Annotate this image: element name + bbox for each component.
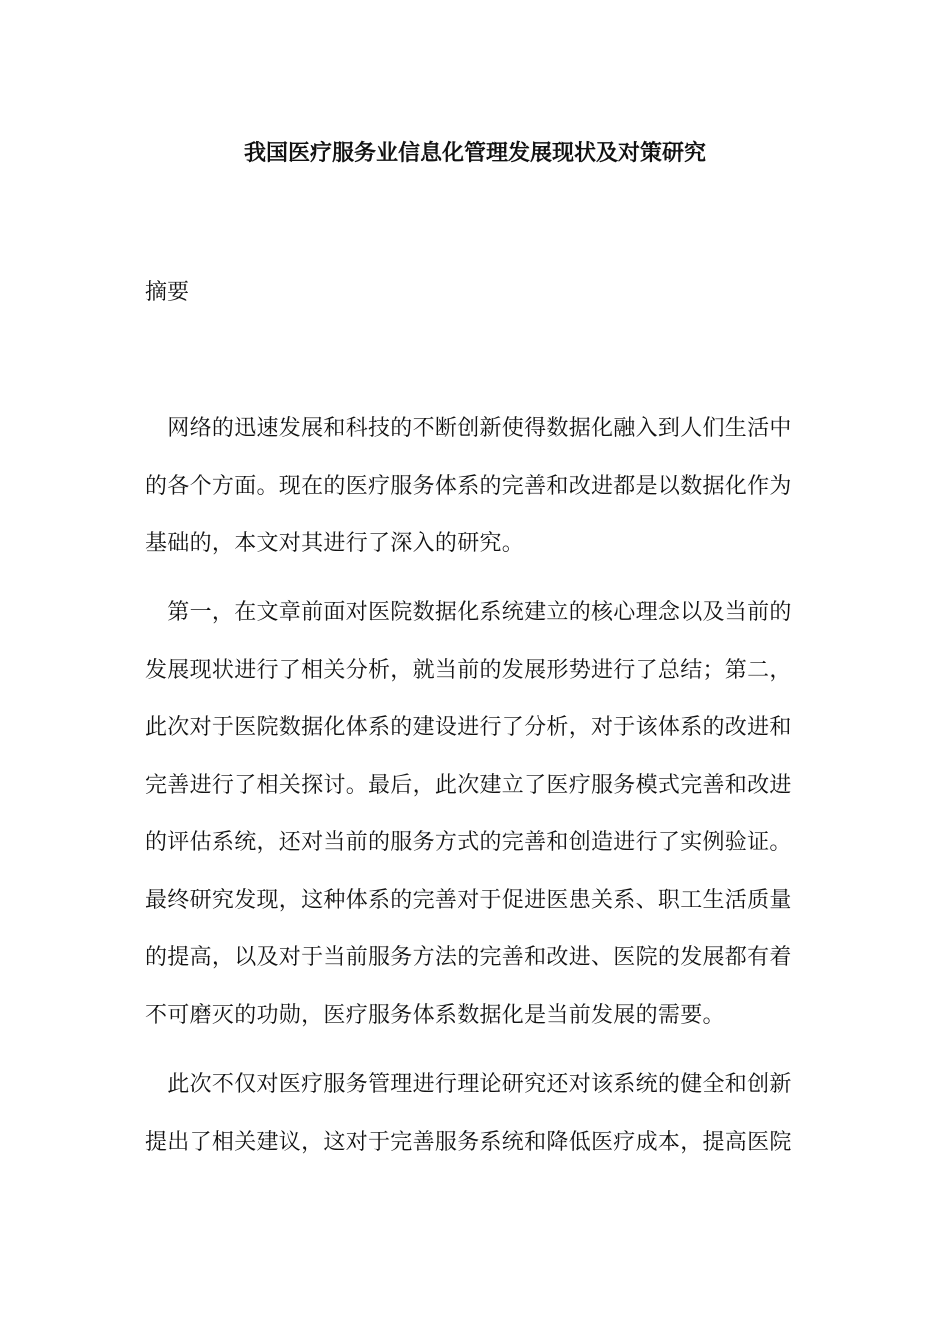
paragraph-line: 基础的，本文对其进行了深入的研究。 [145,531,525,556]
paragraph-line: 完善进行了相关探讨。最后，此次建立了医疗服务模式完善和改进 [145,772,792,798]
paragraph-line: 网络的迅速发展和科技的不断创新使得数据化融入到人们生活中 [145,416,792,441]
paragraph-line: 的评估系统，还对当前的服务方式的完善和创造进行了实例验证。 [145,830,792,855]
paragraph-line: 第一，在文章前面对医院数据化系统建立的核心理念以及当前的 [145,600,792,625]
paragraph-line: 发展现状进行了相关分析，就当前的发展形势进行了总结；第二， [145,657,792,683]
paragraph-line: 的各个方面。现在的医疗服务体系的完善和改进都是以数据化作为 [145,473,792,499]
paragraph-2 [145,584,805,1044]
abstract-heading: 摘要 [145,280,190,305]
paragraph-line: 的提高，以及对于当前服务方法的完善和改进、医院的发展都有着 [145,945,792,970]
paragraph-3 [145,1056,805,1171]
paragraph-line: 此次对于医院数据化体系的建设进行了分析，对于该体系的改进和 [145,715,792,740]
paragraph-line: 提出了相关建议，这对于完善服务系统和降低医疗成本，提高医院 [145,1129,792,1155]
paragraph-line: 不可磨灭的功勋，医疗服务体系数据化是当前发展的需要。 [145,1002,725,1028]
paragraph-line: 此次不仅对医疗服务管理进行理论研究还对该系统的健全和创新 [145,1072,792,1097]
paragraph-line: 最终研究发现，这种体系的完善对于促进医患关系、职工生活质量 [145,887,792,913]
paragraph-1 [145,400,805,573]
document-title: 我国医疗服务业信息化管理发展现状及对策研究 [243,140,706,166]
